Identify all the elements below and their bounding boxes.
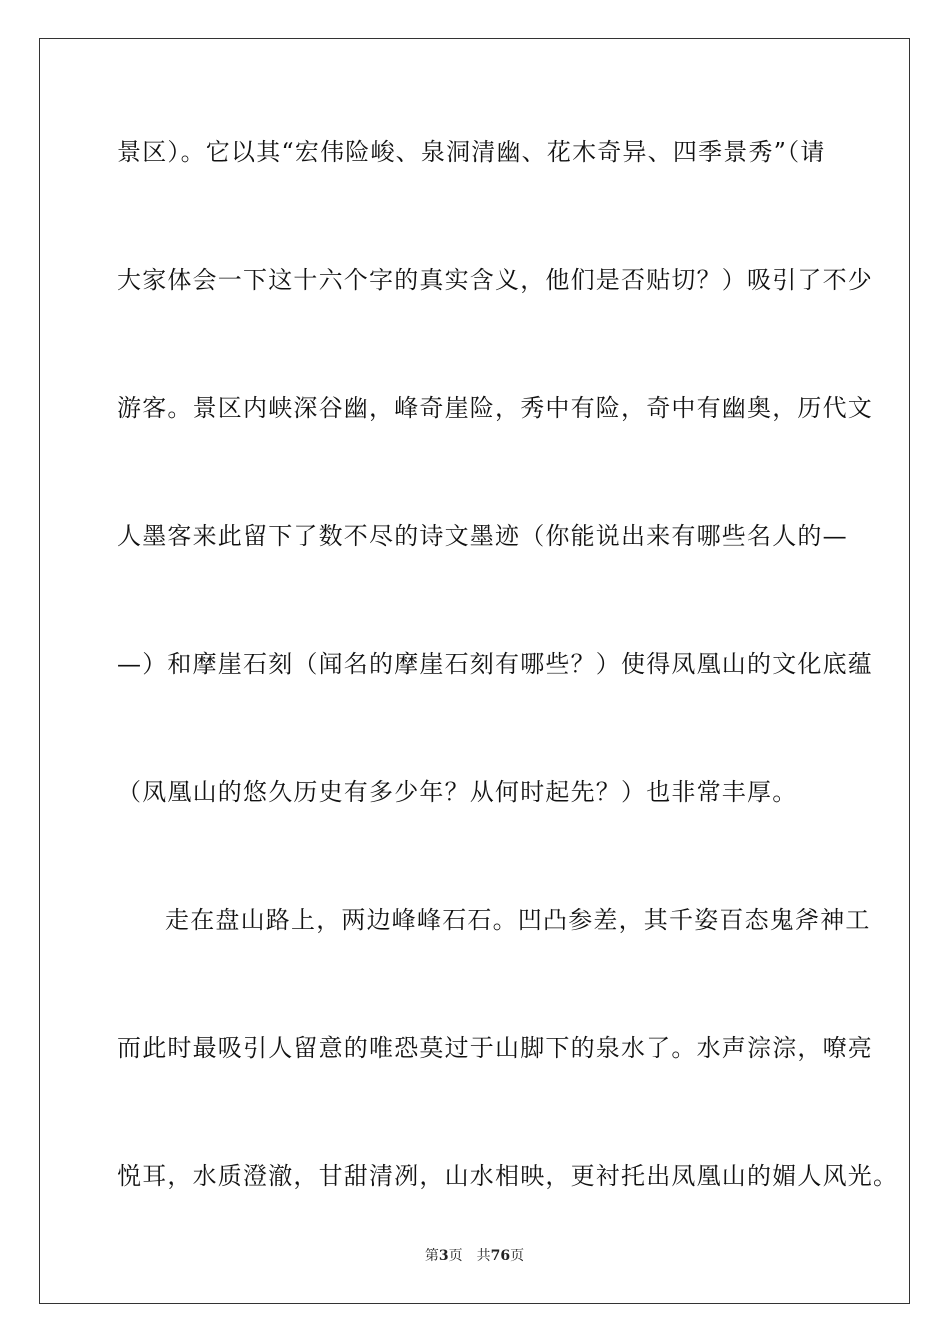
text-line-1: 景区）。它以其“宏伟险峻、泉洞清幽、花木奇异、四季景秀”（请 <box>117 138 826 166</box>
page-frame <box>39 38 910 1304</box>
total-pages: 76 <box>490 1248 511 1264</box>
text-line-7: 走在盘山路上，两边峰峰石石。凹凸参差，其千姿百态鬼斧神工 <box>165 906 871 934</box>
page-suffix: 页 <box>448 1248 463 1264</box>
body-text <box>40 39 909 1303</box>
page-number: 3 <box>438 1248 449 1264</box>
text-line-9: 悦耳，水质澄澈，甘甜清冽，山水相映，更衬托出凤凰山的媚人风光。 <box>117 1162 899 1190</box>
text-line-6: （凤凰山的悠久历史有多少年？从何时起先？）也非常丰厚。 <box>117 778 798 806</box>
text-line-4: 人墨客来此留下了数不尽的诗文墨迹（你能说出来有哪些名人的— <box>117 522 848 550</box>
total-suffix: 页 <box>510 1248 525 1264</box>
text-line-5: —）和摩崖石刻（闻名的摩崖石刻有哪些？）使得凤凰山的文化底蕴 <box>117 650 873 678</box>
text-line-2: 大家体会一下这十六个字的真实含义，他们是否贴切？）吸引了不少 <box>117 266 873 294</box>
page-prefix: 第 <box>424 1248 439 1264</box>
text-line-8: 而此时最吸引人留意的唯恐莫过于山脚下的泉水了。水声淙淙，嘹亮 <box>117 1034 873 1062</box>
total-prefix: 共 <box>476 1248 491 1264</box>
text-line-3: 游客。景区内峡深谷幽，峰奇崖险，秀中有险，奇中有幽奥，历代文 <box>117 394 873 422</box>
page-footer <box>40 1247 909 1265</box>
